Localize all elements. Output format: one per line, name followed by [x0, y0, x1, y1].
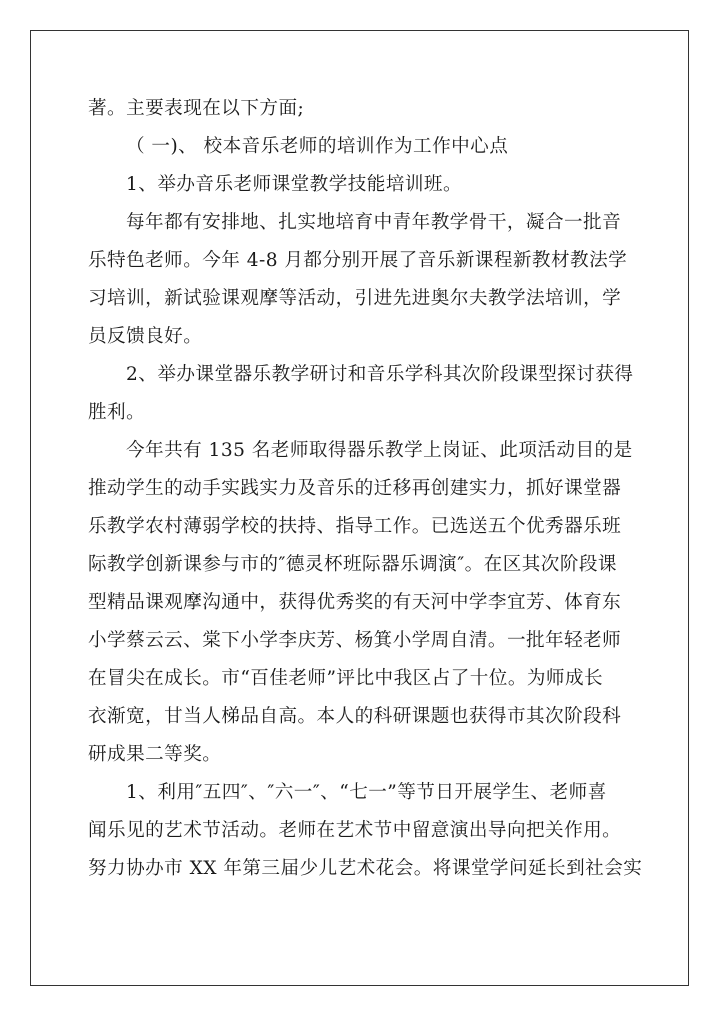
subsection-heading: 2、举办课堂器乐教学研讨和音乐学科其次阶段课型探讨获得 — [126, 364, 634, 385]
text-line: 每年都有安排地、扎实地培育中青年教学骨干，凝合一批音 — [126, 212, 622, 233]
subsection-heading: 1、举办音乐老师课堂教学技能培训班。 — [126, 174, 463, 195]
text-line: 型精品课观摩沟通中，获得优秀奖的有天河中学李宜芳、体育东 — [88, 592, 622, 613]
text-line: 习培训，新试验课观摩等活动，引进先进奥尔夫教学法培训，学 — [88, 288, 622, 309]
text-line: 1、利用″五四″、″六一″、“七一”等节日开展学生、老师喜 — [126, 782, 607, 803]
section-heading: （ 一)、 校本音乐老师的培训作为工作中心点 — [126, 136, 509, 157]
text-line: 胜利。 — [88, 402, 146, 423]
text-line: 乐教学农村薄弱学校的扶持、指导工作。已选送五个优秀器乐班 — [88, 516, 622, 537]
text-line: 今年共有 135 名老师取得器乐教学上岗证、此项活动目的是 — [126, 440, 633, 461]
text-line: 著。主要表现在以下方面; — [88, 98, 305, 119]
text-line: 推动学生的动手实践实力及音乐的迁移再创建实力，抓好课堂器 — [88, 478, 622, 499]
text-line: 员反馈良好。 — [88, 326, 203, 347]
text-line: 小学蔡云云、棠下小学李庆芳、杨箕小学周自清。一批年轻老师 — [88, 630, 622, 651]
text-line: 际教学创新课参与市的″德灵杯班际器乐调演″。在区其次阶段课 — [88, 554, 617, 575]
text-line: 衣渐宽，甘当人梯品自高。本人的科研课题也获得市其次阶段科 — [88, 706, 622, 727]
text-line: 研成果二等奖。 — [88, 744, 222, 765]
text-line: 闻乐见的艺术节活动。老师在艺术节中留意演出导向把关作用。 — [88, 820, 622, 841]
text-line: 在冒尖在成长。市“百佳老师”评比中我区占了十位。为师成长 — [88, 668, 604, 689]
text-line: 乐特色老师。今年 4-8 月都分别开展了音乐新课程新教材教法学 — [88, 250, 628, 271]
text-line: 努力协办市 XX 年第三届少儿艺术花会。将课堂学问延长到社会实 — [88, 858, 643, 879]
